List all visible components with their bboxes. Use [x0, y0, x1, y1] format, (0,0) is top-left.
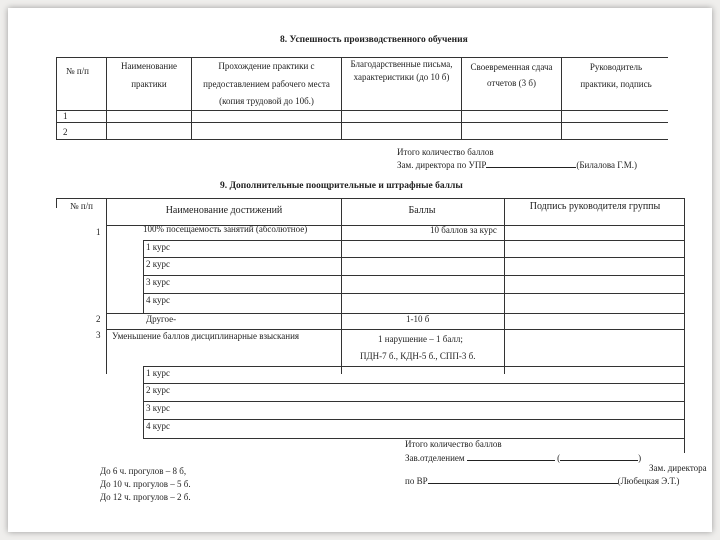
table9-subcol-line: [143, 240, 144, 313]
table9-top-border: [56, 198, 684, 199]
footer-head-label: Зав.отделением: [405, 453, 465, 463]
table8-col-line: [191, 57, 192, 139]
penalty-line-3: До 12 ч. прогулов – 2 б.: [100, 492, 191, 502]
paren-open: (: [557, 453, 561, 463]
table9-row-points: 10 баллов за курс: [430, 225, 497, 235]
table8-header-name-2: практики: [131, 79, 167, 89]
table9-row-points: ПДН-7 б., КДН-5 б., СПП-3 б.: [360, 351, 476, 361]
table9-row-line: [143, 366, 684, 367]
table9-header-sign: Подпись руководителя группы: [529, 201, 661, 212]
table9-row-points: 1-10 б: [406, 314, 430, 324]
table8-header-letters-1: Благодарственные письма,: [350, 59, 453, 69]
table9-row-line: [143, 419, 684, 420]
table9-row-line: [143, 401, 684, 402]
table9-row-line: [143, 275, 684, 276]
course-label: 2 курс: [146, 385, 170, 395]
course-label: 3 курс: [146, 277, 170, 287]
table8-row-num: 1: [63, 111, 68, 121]
table9-right-border: [684, 198, 685, 453]
footer-deputy-name: (Любецкая Э.Т.): [617, 476, 680, 486]
table8-header-reports-1: Своевременная сдача: [470, 62, 553, 72]
section8-deputy-label: Зам. директора по УПР: [397, 160, 487, 170]
table9-row-line: [143, 383, 684, 384]
table9-row-name: 100% посещаемость занятий (абсолютное): [143, 224, 308, 234]
table9-row-num: 3: [96, 330, 101, 340]
table9-header-num: № п/п: [70, 201, 93, 211]
table8-header-job-1: Прохождение практики с: [218, 61, 315, 71]
penalty-line-2: До 10 ч. прогулов – 5 б.: [100, 479, 191, 489]
table9-row-line: [143, 257, 684, 258]
signature-line: [467, 452, 555, 461]
table8-row-num: 2: [63, 127, 68, 137]
name-line: [560, 452, 638, 461]
footer-deputy-title: Зам. директора: [649, 463, 707, 473]
table8-row-1-bottom: [56, 122, 668, 123]
table8-col-line: [106, 57, 107, 139]
table8-header-letters-2: характеристики (до 10 б): [353, 72, 450, 82]
section8-deputy-line: [397, 159, 637, 171]
course-label: 3 курс: [146, 403, 170, 413]
table9-row-line: [106, 313, 684, 314]
table9-row-points: 1 нарушение – 1 балл;: [378, 334, 463, 344]
table9-row-num: 2: [96, 314, 101, 324]
section8-deputy-name: (Билалова Г.М.): [576, 160, 637, 170]
table9-left-border: [56, 198, 57, 208]
paren-close: ): [638, 453, 642, 463]
table8-header-name-1: Наименование: [120, 61, 178, 71]
penalty-line-1: До 6 ч. прогулов – 8 б,: [100, 466, 187, 476]
table8-header-reports-2: отчетов (3 б): [487, 78, 536, 88]
course-label: 1 курс: [146, 242, 170, 252]
signature-line: [486, 159, 576, 168]
footer-head-line: [405, 452, 641, 464]
table8-header-head-1: Руководитель: [589, 62, 643, 72]
course-label: 4 курс: [146, 295, 170, 305]
course-label: 4 курс: [146, 421, 170, 431]
table9-subcol-line: [143, 366, 144, 438]
table8-header-num: № п/п: [66, 66, 89, 76]
table8-top-border: [56, 57, 668, 58]
table9-row-line: [143, 293, 684, 294]
section8-total: Итого количество баллов: [397, 147, 494, 157]
table9-row-name: Другое-: [146, 314, 177, 324]
table9-row-line: [143, 240, 684, 241]
section-8-title: 8. Успешность производственного обучения: [280, 35, 468, 45]
table8-header-job-2: предоставлением рабочего места: [203, 79, 330, 89]
table9-header-name: Наименование достижений: [165, 205, 283, 216]
table9-row-line: [106, 329, 684, 330]
document-page: [8, 8, 712, 532]
footer-deputy-label: по ВР: [405, 476, 428, 486]
footer-deputy-line: [405, 475, 679, 487]
table8-col-line: [561, 57, 562, 139]
signature-line: [428, 475, 618, 484]
table8-header-head-2: практики, подпись: [580, 79, 652, 89]
table9-header-points: Баллы: [408, 205, 436, 216]
table8-bottom-border: [56, 139, 668, 140]
course-label: 2 курс: [146, 259, 170, 269]
table8-header-job-3: (копия трудовой до 10б.): [219, 96, 314, 106]
section-9-title: 9. Дополнительные поощрительные и штрафные баллы: [220, 181, 463, 191]
table8-header-bottom: [56, 110, 668, 111]
course-label: 1 курс: [146, 368, 170, 378]
table9-row-name: Уменьшение баллов дисциплинарные взыскания: [112, 331, 300, 341]
table9-row-num: 1: [96, 227, 101, 237]
table8-col-line: [56, 57, 57, 139]
footer-total: Итого количество баллов: [405, 439, 502, 449]
